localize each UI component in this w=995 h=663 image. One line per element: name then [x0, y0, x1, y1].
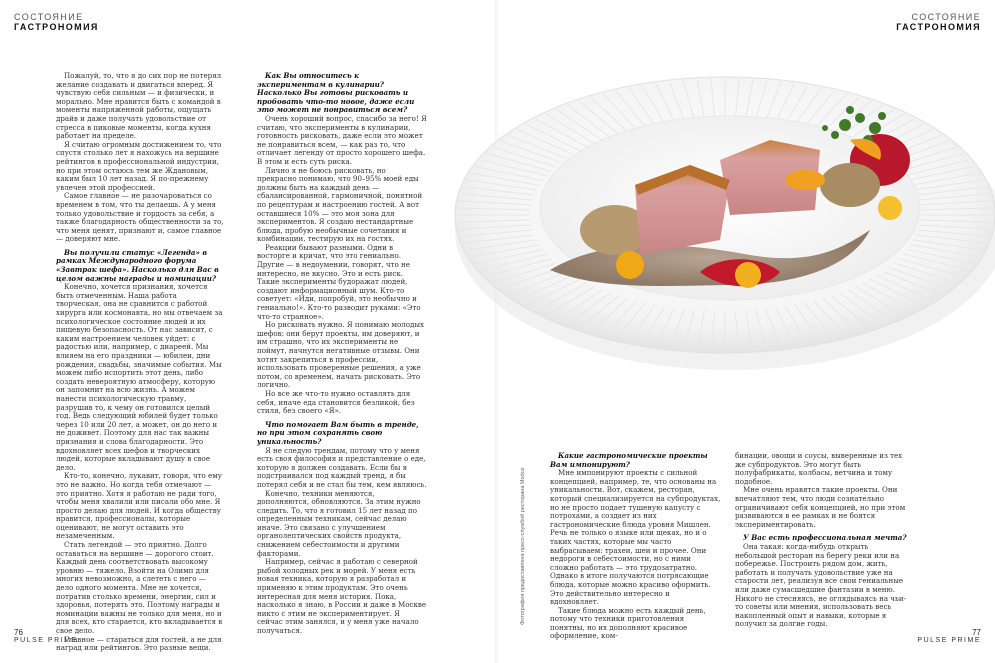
interview-question: Что помогает Вам быть в тренде, но при этом сохранять свою уникальность?: [257, 419, 419, 446]
folio-left: [14, 628, 78, 644]
paragraph: Я считаю огромным достижением то, что спустя столько лет я нахожусь на вершине рейтингов в профессиональной индустрии, но при этом остаюсь тем же Ждановым, каким был 10 лет назад. Я по-прежнему увлечен этой профессией.: [56, 139, 222, 192]
section-header-left: [14, 12, 99, 32]
left-page: [0, 0, 497, 663]
photo-credit: [520, 445, 530, 625]
paragraph: Лично я не боюсь рисковать, но прекрасно понимаю, что 90–95% моей еды должны быть на каждый день — сбалансированной, гармоничной, понятной по рецептурам и настроению гостей. А вот оставшиеся 10% — это моя зона для экспериментов. Я создаю нестандартные блюда, пробую необычные сочетания и комбинации, тестирую их на гостях.: [257, 165, 423, 244]
interview-question: У Вас есть профессиональная мечта?: [743, 533, 907, 543]
paragraph: Я не следую трендам, потому что у меня есть своя философия и представление о еде, которую я должен создавать. Если бы я подстраивался под каждый тренд, я бы потерял себя и не стал бы тем, кем являюсь.: [257, 445, 427, 489]
paragraph: Конечно, техники меняются, дополняются, обновляются. За этим нужно следить. То, что я готовил 15 лет назад по определенным техникам, сейчас делаю иначе. Это связано с улучшением органолептических свойств продукта, снижением себестоимости и другими факторами.: [257, 488, 421, 558]
magazine-name: PULSE PRIME: [14, 637, 78, 644]
paragraph: Такие блюда можно есть каждый день, потому что техники приготовления понятны, но их дополняют красивое оформление, ком-: [550, 605, 706, 641]
paragraph: Конечно, хочется признания, хочется быть отмеченным. Наша работа творческая, она не сравнится с работой хирурга или космонавта, но мы отвечаем за психологическое состояние людей и их пищевую безопасность. От нас зависит, с каким настроением человек уйдет: с радостью или, например, с диареей. Мы влияем на его праздники — юбилеи, дни рождения, свадьбы, значимые события. Мы можем либо испортить этот день, либо создать невероятную атмосферу, которую он запомнит на всю жизнь. А можем нанести психологическую травму, разрушив то, к чему он готовился целый год. Ведь следующий юбилей будет только через 10 или 20 лет, а может, он до него и не доживет. Поэтому для нас так важны признания и слова благодарности. Это вдохновляет всех шефов и творческих людей, которые вкладывают душу в свое дело.: [56, 282, 223, 472]
paragraph: Кто-то, конечно, лукавит, говоря, что ему это не важно. Но когда тебя отмечают — это приятно. Хотя я работаю не ради того, чтобы меня хвалили или писали обо мне. Я просто делаю для людей. И когда обществу нравится, профессионалы, которые оценивают, не могут оставить это незамеченным.: [56, 471, 222, 541]
grain-crumble: [820, 163, 880, 207]
text-column-4: [735, 452, 911, 629]
paragraph: бинации, овощи и соусы, выверенные из тех же субпродуктов. Это могут быть полуфабрикаты, колбасы, ветчина и тому подобное.: [735, 451, 903, 486]
text-column-3: [550, 452, 721, 641]
folio-right: [917, 628, 981, 644]
paragraph: Главное — стараться для гостей, а не для наград или рейтингов. Это разные вещи.: [56, 634, 222, 653]
paragraph: Очень хороший вопрос, спасибо за него! Я считаю, что эксперименты в кулинарии, готовность рисковать, даже если это может не понравиться всем, — как раз то, что отличает легенду от просто хорошего шефа. В этом и есть суть риска.: [257, 113, 427, 166]
paragraph: Пожалуй, то, что я до сих пор не потерял желание создавать и двигаться вперед. Я чувствую себя сильным — и физически, и морально. Мне нравится быть с командой в моменты напряженной работы, ощущать драйв и даже получать удовольствие от стресса в пиковые моменты, когда кухня работает на пределе.: [56, 71, 222, 141]
pumpkin-puree: [616, 251, 644, 279]
section-header-right: [896, 12, 981, 32]
pumpkin-puree: [785, 170, 825, 190]
paragraph: Но все же что-то нужно оставлять для себя, иначе еда становится безликой, без стиля, без своего «Я».: [257, 388, 415, 416]
section-title: ГАСТРОНОМИЯ: [896, 22, 981, 32]
paragraph: Она такая: когда-нибудь открыть небольшой ресторан на берегу реки или на побережье. Построить рядом дом, жить, работать и получать удовольствие уже на старости лет, реализуя все свои гениальные или даже сумасшедшие фантазии в меню. Никого не стесняясь, не оглядываясь на чьи-то советы или мнения, использовать весь накопленный опыт и навыки, которые я получил за долгие годы.: [735, 541, 906, 629]
paragraph: Мне очень нравятся такие проекты. Они впечатляют тем, что люди сознательно ограничивают себя концепцией, но при этом развиваются в ее рамках и не боятся экспериментировать.: [735, 485, 906, 529]
page-number: 77: [972, 628, 981, 637]
paragraph: Стать легендой — это приятно. Долго оставаться на вершине — дорогого стоит. Каждый день соответствовать высокому уровню — тяжело. Взойти на Олимп для многих невозможно, а слететь с него — дело одного момента. Мне не хочется, потратив столько времени, энергии, сил и здоровья, потерять это. Поэтому награды и номинации важны не только для меня, но и для всех, кто старается, кто вкладывается в свое дело.: [56, 540, 223, 635]
pumpkin-puree: [735, 262, 761, 288]
pumpkin-puree: [878, 196, 902, 220]
interview-question: Какие гастрономические проекты Вам импонируют?: [550, 451, 708, 469]
paragraph: Например, сейчас я работаю с северной рыбой холодных рек и морей. У меня есть новая техника, которую я разработал и применяю к этим продуктам. Это очень интересная для меня история. Пока, насколько я знаю, в России и даже в Москве никто с этим не экспериментирует. Я сейчас этим занялся, и у меня уже начало получаться.: [257, 557, 427, 635]
text-column-1: [56, 72, 224, 653]
dish-photo: [430, 40, 995, 380]
paragraph: Самое главное — не разочароваться со временем в том, что ты делаешь. А у меня только удовольствие и гордость за себя, а также благодарность общественности за то, что меня ценят, признают и, самое главное — доверяют мне.: [56, 191, 224, 244]
section-label: СОСТОЯНИЕ: [14, 12, 84, 22]
section-label: СОСТОЯНИЕ: [911, 12, 981, 22]
paragraph: Реакции бывают разными. Одни в восторге и кричат, что это гениально. Другие — в недоумении, говорят, что не интересно, не вкусно. Это и есть риск. Такие эксперименты будоражат людей, создают информационный шум. Кто-то советует: «Иди, попробуй, это необычно и гениально!». Кто-то разводит руками: «Это что-то странное».: [257, 242, 421, 321]
magazine-name: PULSE PRIME: [917, 637, 981, 644]
paragraph: Мне импонируют проекты с сильной концепцией, например, те, что основаны на уникальности. Вот, скажем, ресторан, который специализируется на субпродуктах, но не просто подает тушеную капусту с потрохами, а создает из них гастрономические блюда уровня Мишлен. Речь не только о языке или щеках, но и о таких частях, которые мы часто выбрасываем: трахеи, шеи и прочее. Они недороги в себестоимости, но с ними сложно работать — это трудозатратно. Однако в итоге получаются потрясающие блюда, которые можно красиво оформить. Это действительно интересно и вдохновляет.: [550, 468, 721, 607]
paragraph: Но рисковать нужно. Я понимаю молодых шефов: они берут проекты, им доверяют, и им страшно, что их эксперименты не поймут, начнутся негативные отзывы. Они хотят закрепиться в профессии, использовать проверенные решения, а уже потом, со временем, начать рисковать. Это логично.: [257, 320, 425, 390]
interview-question: Как Вы относитесь к экспериментам в кулинарии? Насколько Вы готовы рисковать и пробовать что-то новое, даже если это может не понравиться всем?: [257, 71, 415, 115]
page-number: 76: [14, 628, 23, 637]
text-column-2: [257, 72, 427, 636]
interview-question: Вы получили статус «Легенда» в рамках Международного форума «Завтрак шефа». Насколько для Вас в целом важны награды и номинации?: [56, 247, 219, 283]
section-title: ГАСТРОНОМИЯ: [14, 22, 99, 32]
photo-credit-text: Фотография предоставлена пресс-службой ресторана Modus: [520, 467, 526, 625]
